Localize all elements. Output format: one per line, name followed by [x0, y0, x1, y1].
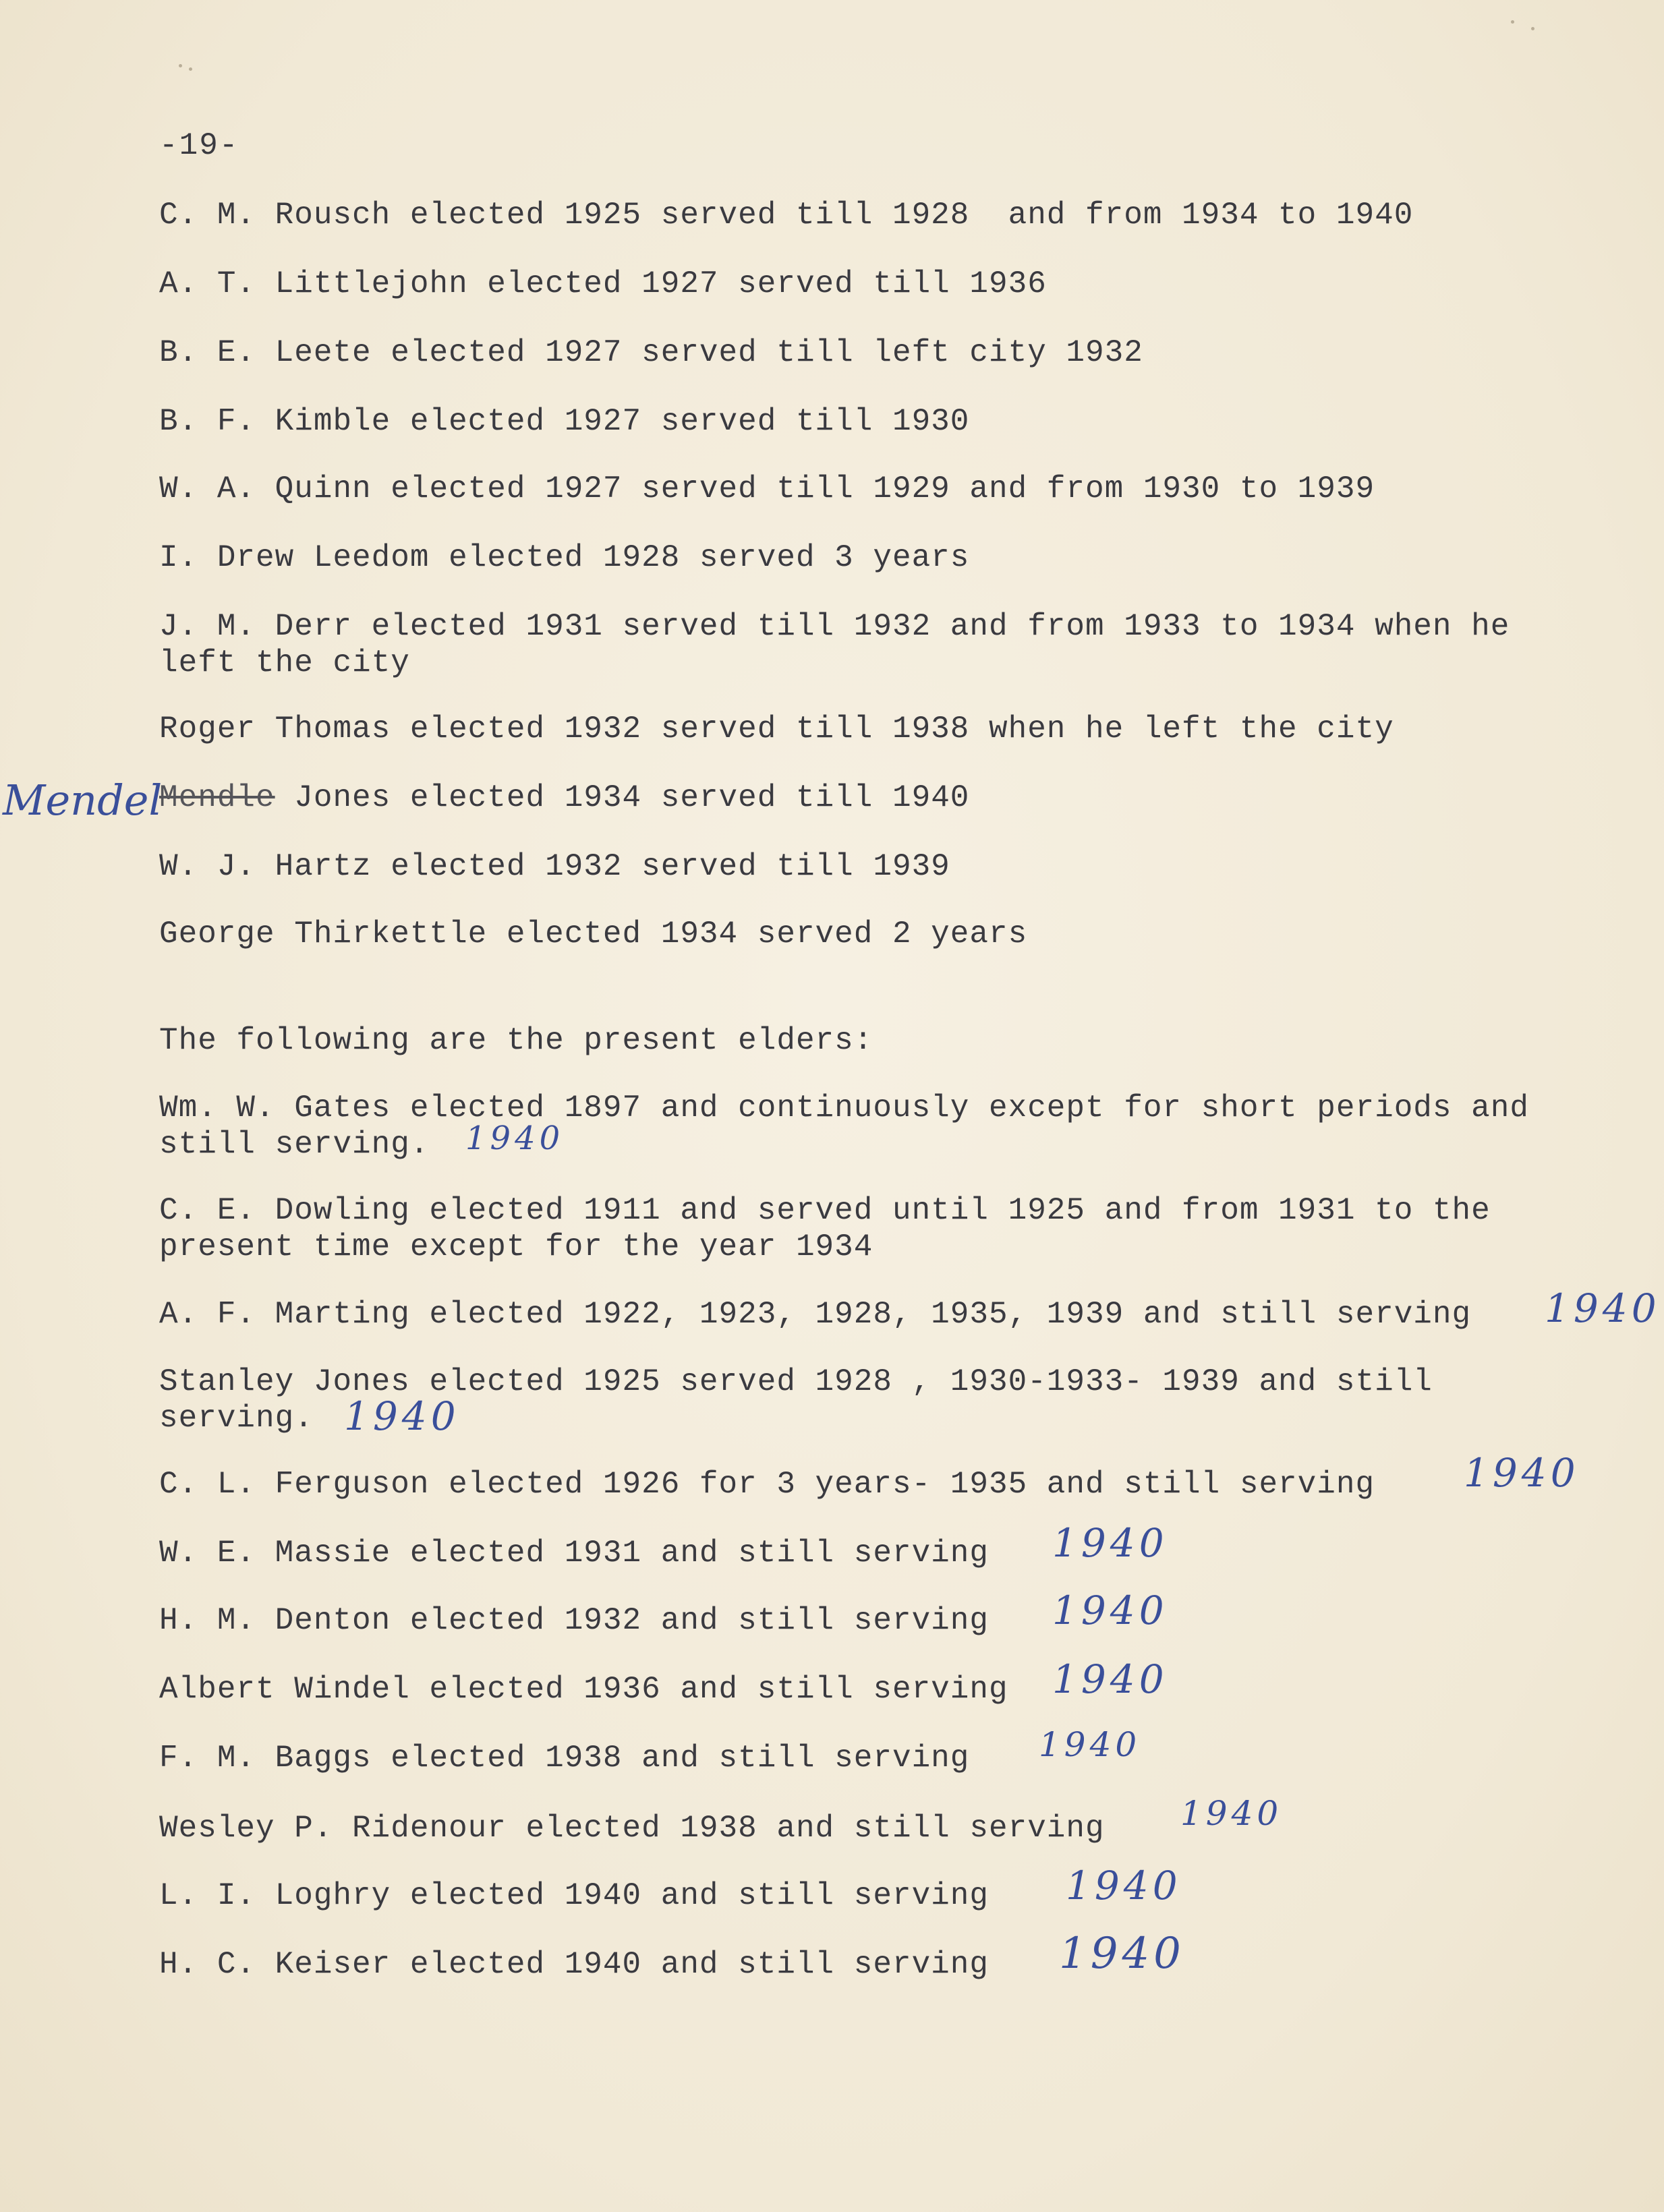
present-elder-entry: Albert Windel elected 1936 and still serving [159, 1672, 1008, 1707]
handwritten-year-note: 1940 [344, 1393, 460, 1439]
former-elder-entry: George Thirkettle elected 1934 served 2 years [159, 916, 1028, 952]
former-elder-entry: C. M. Rousch elected 1925 served till 1928 and from 1934 to 1940 [159, 198, 1414, 233]
handwritten-year-note: 1940 [1066, 1863, 1182, 1909]
handwritten-year-note: 1940 [1464, 1450, 1580, 1496]
struck-name: Mendle [159, 780, 275, 815]
former-elder-entry: W. J. Hartz elected 1932 served till 1939 [159, 849, 950, 884]
handwritten-year-note: 1940 [1180, 1794, 1283, 1833]
handwritten-year-note: 1940 [1039, 1725, 1141, 1764]
paper-speck [1531, 27, 1534, 30]
present-elder-entry: L. I. Loghry elected 1940 and still serving [159, 1878, 989, 1913]
present-elder-entry-continued: still serving. [159, 1127, 430, 1162]
former-elder-entry: W. A. Quinn elected 1927 served till 1929 and from 1930 to 1939 [159, 471, 1375, 506]
present-elder-entry: W. E. Massie elected 1931 and still serving [159, 1536, 989, 1571]
paper-speck [189, 67, 192, 71]
present-elder-entry: F. M. Baggs elected 1938 and still serving [159, 1741, 970, 1776]
present-elder-entry: Stanley Jones elected 1925 served 1928 , 1930-1933- 1939 and still [159, 1364, 1433, 1399]
former-elder-entry: B. E. Leete elected 1927 served till left city 1932 [159, 335, 1143, 370]
present-elder-entry: Wesley P. Ridenour elected 1938 and still serving [159, 1811, 1105, 1846]
former-elder-entry [159, 780, 969, 816]
handwritten-year-note: 1940 [1545, 1285, 1661, 1331]
present-elder-entry-continued: present time except for the year 1934 [159, 1229, 873, 1264]
paper-speck [179, 64, 182, 67]
former-elder-entry: I. Drew Leedom elected 1928 served 3 years [159, 540, 970, 575]
page-number: -19- [159, 128, 239, 163]
margin-correction-handwriting: Mendel [3, 776, 163, 825]
present-elder-entry: Wm. W. Gates elected 1897 and continuously except for short periods and [159, 1090, 1529, 1126]
former-elder-entry: B. F. Kimble elected 1927 served till 1930 [159, 404, 970, 439]
present-elder-entry: H. C. Keiser elected 1940 and still serving [159, 1947, 989, 1982]
present-elder-entry-continued: serving. [159, 1401, 314, 1436]
section-heading: The following are the present elders: [159, 1023, 873, 1058]
handwritten-year-note: 1940 [465, 1119, 565, 1157]
handwritten-year-note: 1940 [1052, 1588, 1168, 1633]
paper-speck [1511, 20, 1514, 24]
present-elder-entry: C. L. Ferguson elected 1926 for 3 years- 1935 and still serving [159, 1467, 1375, 1502]
former-elder-entry: J. M. Derr elected 1931 served till 1932 and from 1933 to 1934 when he [159, 609, 1510, 644]
handwritten-year-note: 1940 [1052, 1656, 1168, 1702]
present-elder-entry: H. M. Denton elected 1932 and still serving [159, 1603, 989, 1638]
entry-text: Jones elected 1934 served till 1940 [275, 780, 970, 815]
handwritten-year-note: 1940 [1052, 1520, 1168, 1566]
present-elder-entry: A. F. Marting elected 1922, 1923, 1928, 1935, 1939 and still serving [159, 1297, 1472, 1332]
present-elder-entry: C. E. Dowling elected 1911 and served until 1925 and from 1931 to the [159, 1193, 1491, 1228]
former-elder-entry-continued: left the city [159, 645, 410, 680]
handwritten-year-note: 1940 [1059, 1929, 1185, 1979]
former-elder-entry: A. T. Littlejohn elected 1927 served till 1936 [159, 266, 1047, 301]
former-elder-entry: Roger Thomas elected 1932 served till 1938 when he left the city [159, 711, 1394, 747]
